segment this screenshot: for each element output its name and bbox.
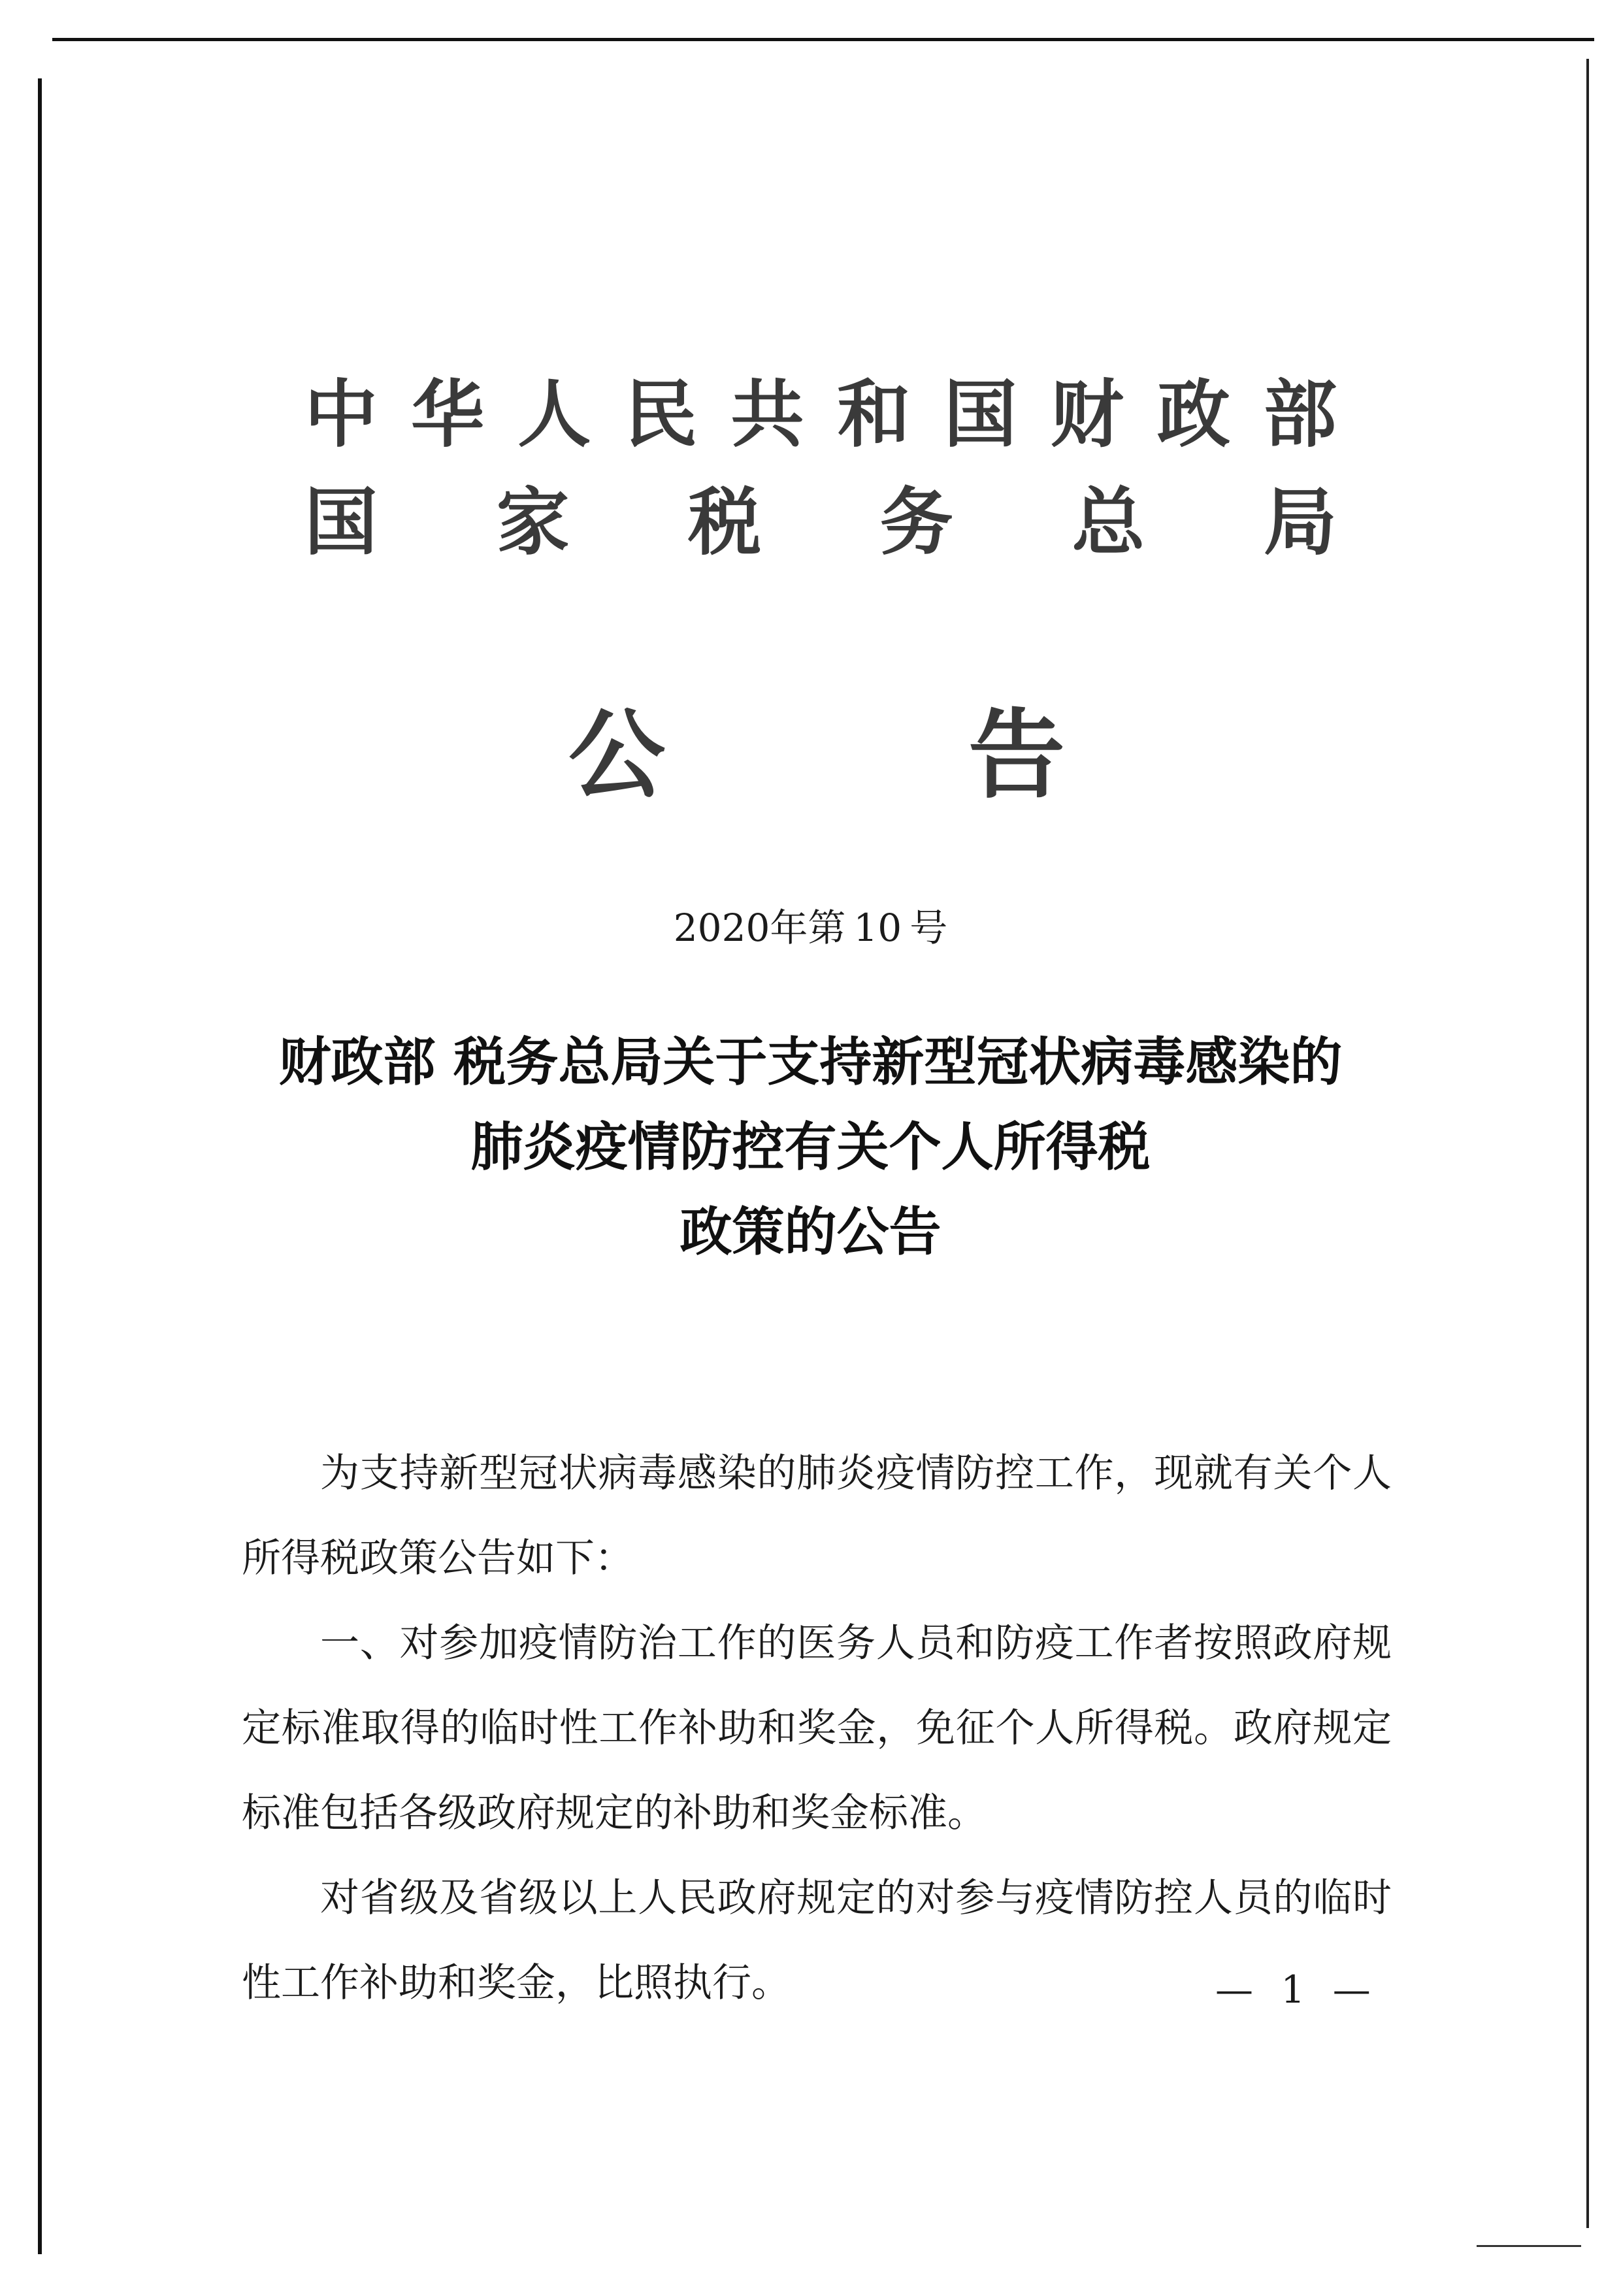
issuer-char: 国 bbox=[304, 480, 378, 565]
notice-heading bbox=[568, 699, 1065, 810]
issuer-char: 税 bbox=[688, 480, 762, 565]
issuer-char: 中 bbox=[304, 372, 378, 457]
notice-heading-char: 公 bbox=[568, 698, 665, 812]
issuer-char: 国 bbox=[943, 372, 1017, 457]
document-title-line-3: 政策的公告 bbox=[680, 1201, 941, 1262]
issuer-char: 总 bbox=[1072, 480, 1145, 565]
issuer-char: 家 bbox=[496, 480, 570, 565]
issuer-ministry-of-finance bbox=[304, 369, 1337, 461]
document-title-line-1: 财政部 税务总局关于支持新型冠状病毒感染的 bbox=[278, 1031, 1343, 1092]
issuer-char: 人 bbox=[517, 372, 591, 457]
scan-border-bottom bbox=[1477, 2245, 1581, 2247]
body-paragraph-intro bbox=[242, 1431, 1392, 1601]
document-number bbox=[0, 902, 1621, 954]
document-title-line-2: 肺炎疫情防控有关个人所得税 bbox=[470, 1116, 1151, 1177]
paragraph-text: 对省级及省级以上人民政府规定的对参与疫情防控人员的临时性工作补助和奖金，比照执行。 bbox=[242, 1875, 1392, 2006]
issuer-char: 财 bbox=[1050, 372, 1124, 457]
issuer-tax-administration bbox=[304, 477, 1337, 568]
document-number-value: 10 bbox=[853, 906, 902, 950]
scan-border-top bbox=[52, 38, 1594, 41]
paragraph-text: 一、对参加疫情防治工作的医务人员和防疫工作者按照政府规定标准取得的临时性工作补助和奖金，免征个人所得税。政府规定标准包括各级政府规定的补助和奖金标准。 bbox=[242, 1620, 1392, 1836]
issuer-char: 局 bbox=[1263, 480, 1337, 565]
issuer-char: 务 bbox=[879, 480, 953, 565]
document-number-year: 2020年第 bbox=[673, 906, 846, 950]
paragraph-text: 为支持新型冠状病毒感染的肺炎疫情防控工作，现就有关个人所得税政策公告如下： bbox=[242, 1451, 1392, 1581]
page-number: — 1 — bbox=[1215, 1967, 1379, 2012]
issuer-char: 华 bbox=[411, 372, 485, 457]
issuer-char: 政 bbox=[1156, 372, 1230, 457]
issuer-char: 和 bbox=[837, 372, 911, 457]
issuer-char: 共 bbox=[730, 372, 804, 457]
document-number-suffix: 号 bbox=[909, 906, 948, 950]
issuer-char: 部 bbox=[1263, 372, 1337, 457]
body-paragraph-clause-1 bbox=[242, 1601, 1392, 1856]
notice-heading-char: 告 bbox=[968, 698, 1065, 812]
issuer-char: 民 bbox=[624, 372, 698, 457]
